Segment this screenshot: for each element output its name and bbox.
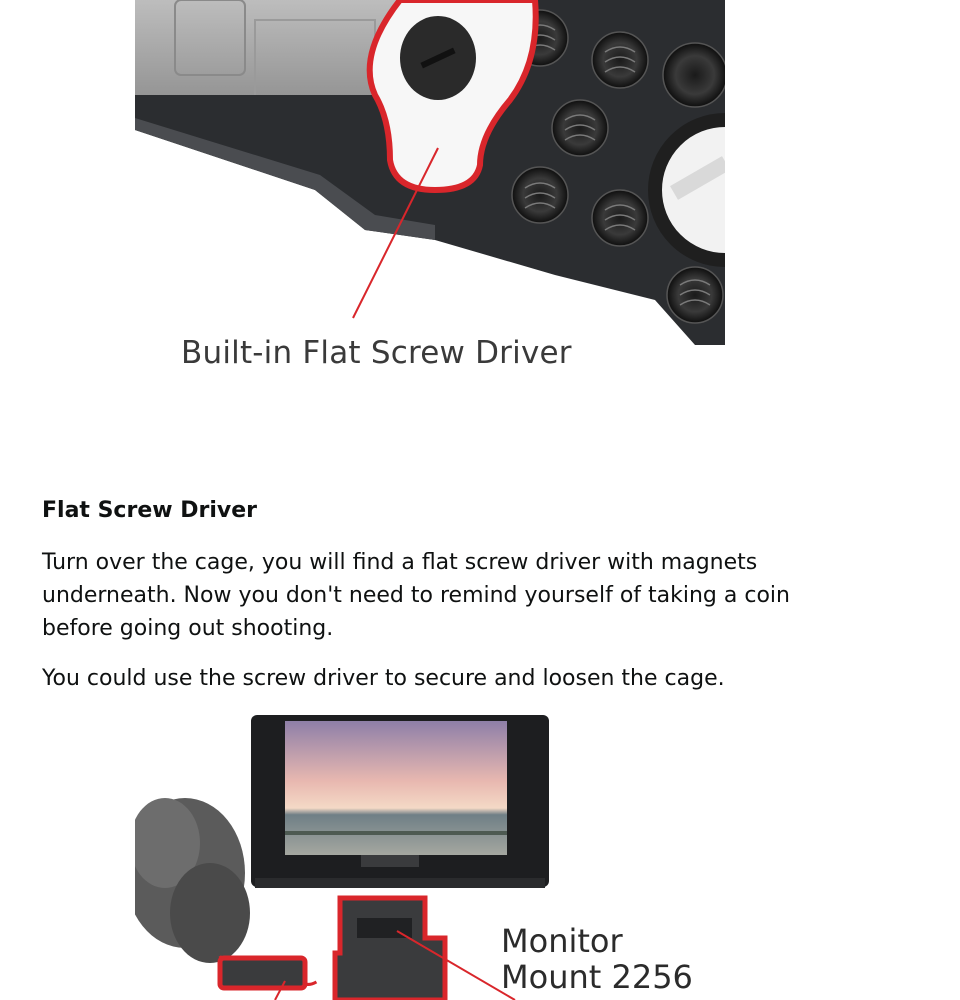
screw-driver-product-image xyxy=(135,0,725,400)
usage-paragraph: You could use the screw driver to secure and loosen the cage. xyxy=(42,666,725,691)
figure-caption: Built-in Flat Screw Driver xyxy=(181,335,572,371)
monitor-mount-label xyxy=(501,923,725,995)
description-paragraph: Turn over the cage, you will find a flat screw driver with magnets underneath. Now you don't need to remind yourself of taking a coin before going out shooting. xyxy=(42,550,790,641)
section-heading: Flat Screw Driver xyxy=(42,498,257,523)
mount-label-line1: Monitor xyxy=(501,922,623,960)
monitor-mount-product-image xyxy=(135,713,725,1000)
mount-label-line2: Mount 2256 xyxy=(501,958,693,996)
